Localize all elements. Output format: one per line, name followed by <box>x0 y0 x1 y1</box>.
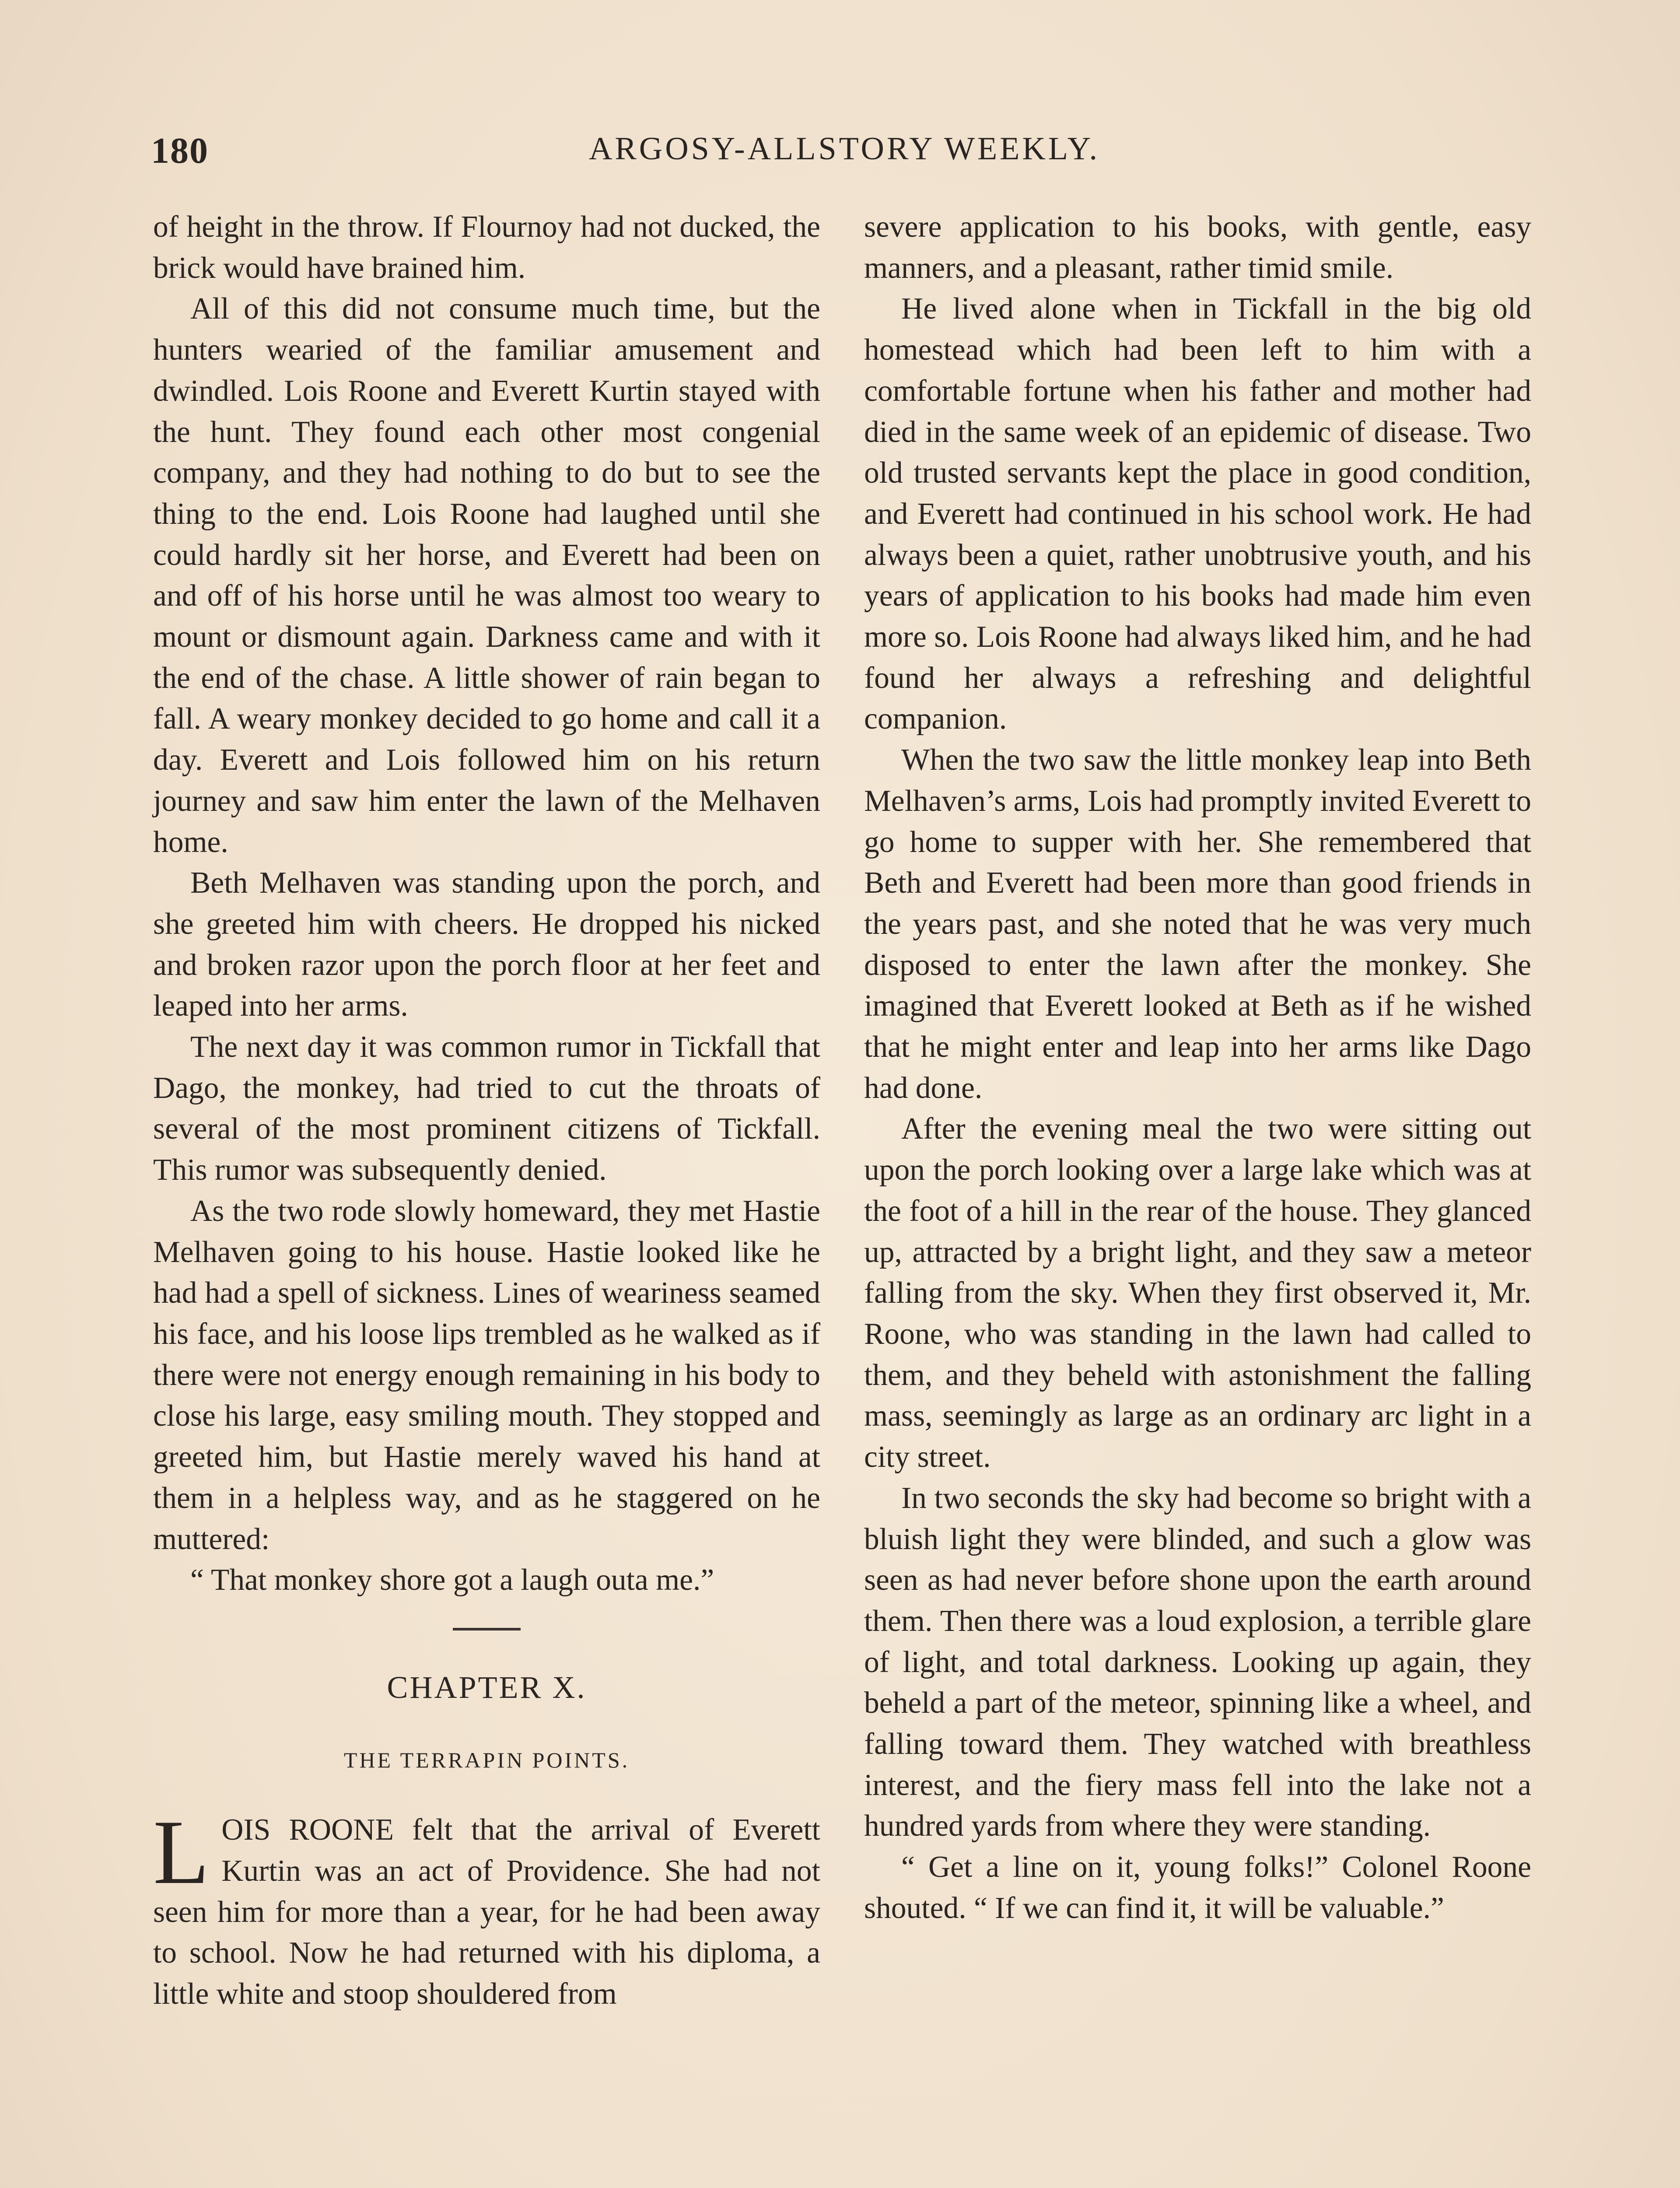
chapter-subtitle: THE TERRAPIN POINTS. <box>343 1747 630 1772</box>
section-divider <box>453 1628 521 1630</box>
page-number: 180 <box>151 130 209 171</box>
left-column <box>153 207 820 2015</box>
paragraph: He lived alone when in Tickfall in the big old homestead which had been left to him with a comfortable fortune when his father and mother had died in the same week of an epidemic of disease. Two old trusted servants kept the place in good condition, and Everett had continued in his school work. He had always been a quiet, rather unobtrusive youth, and his years of application to his books had made him even more so. Lois Roone had always liked him, and he had found her always a refreshing and delightful companion. <box>864 292 1531 736</box>
paragraph: All of this did not consume much time, but the hunters wearied of the familiar amusement and dwindled. Lois Roone and Everett Kurtin stayed with the hunt. They found each other most congenial company, and they had nothing to do but to see the thing to the end. Lois Roone had laughed until she could hardly sit her horse, and Everett had been on and off of his horse until he was almost too weary to mount or dismount again. Darkness came and with it the end of the chase. A little shower of rain began to fall. A weary monkey decided to go home and call it a day. Everett and Lois followed him on his return journey and saw him enter the lawn of the Melhaven home. <box>153 292 820 859</box>
chapter-title: CHAPTER X. <box>387 1669 587 1705</box>
paragraph: When the two saw the little monkey leap into Beth Melhaven’s arms, Lois had promptly invited Everett to go home to supper with her. She remembered that Beth and Everett had been more than good friends in the years past, and she noted that he was very much disposed to enter the lawn after the monkey. She imagined that Everett looked at Beth as if he wished that he might enter and leap into her arms like Dago had done. <box>864 743 1531 1105</box>
paragraph: “ Get a line on it, young folks!” Colonel Roone shouted. “ If we can find it, it will be valuable.” <box>864 1850 1531 1925</box>
paragraph: As the two rode slowly homeward, they met Hastie Melhaven going to his house. Hastie looked like he had had a spell of sickness. Lines of weariness seamed his face, and his loose lips trembled as he walked as if there were not energy enough remaining in his body to close his large, easy smiling mouth. They stopped and greeted him, but Hastie merely waved his hand at them in a helpless way, and as he staggered on he muttered: <box>153 1194 820 1556</box>
paragraph: Beth Melhaven was standing upon the porch, and she greeted him with cheers. He dropped his nicked and broken razor upon the porch floor at her feet and leaped into her arms. <box>153 866 820 1023</box>
running-head: ARGOSY-ALLSTORY WEEKLY. <box>588 131 1100 167</box>
drop-cap: L <box>153 1802 210 1904</box>
paragraph: The next day it was common rumor in Tickfall that Dago, the monkey, had tried to cut the throats of several of the most prominent citizens of Tickfall. This rumor was subsequently denied. <box>153 1030 820 1187</box>
chapter-opening-paragraph <box>153 1802 820 2015</box>
paragraph: After the evening meal the two were sitting out upon the porch looking over a large lake which was at the foot of a hill in the rear of the house. They glanced up, attracted by a bright light, and they saw a meteor falling from the sky. When they first observed it, Mr. Roone, who was standing in the lawn had called to them, and they beheld with astonishment the falling mass, seemingly as large as an ordinary arc light in a city street. <box>864 1112 1531 1474</box>
paragraph: “ That monkey shore got a laugh outa me.” <box>190 1563 714 1597</box>
page-header <box>151 130 1538 182</box>
chapter-opening-text: OIS ROONE felt that the arrival of Everett Kurtin was an act of Providence. She had not seen him for more than a year, for he had been away to school. Now he had returned with his diploma, a little white and stoop shouldered from <box>153 1813 820 2011</box>
right-column <box>864 207 1531 1929</box>
paragraph: severe application to his books, with gentle, easy manners, and a pleasant, rather timid smile. <box>864 210 1531 285</box>
paragraph: In two seconds the sky had become so bright with a bluish light they were blinded, and such a glow was seen as had never before shone upon the earth around them. Then there was a loud explosion, a terrible glare of light, and total darkness. Looking up again, they beheld a part of the meteor, spinning like a wheel, and falling toward them. They watched with breathless interest, and the fiery mass fell into the lake not a hundred yards from where they were standing. <box>864 1481 1531 1843</box>
paragraph: of height in the throw. If Flournoy had not ducked, the brick would have brained him. <box>153 210 820 285</box>
